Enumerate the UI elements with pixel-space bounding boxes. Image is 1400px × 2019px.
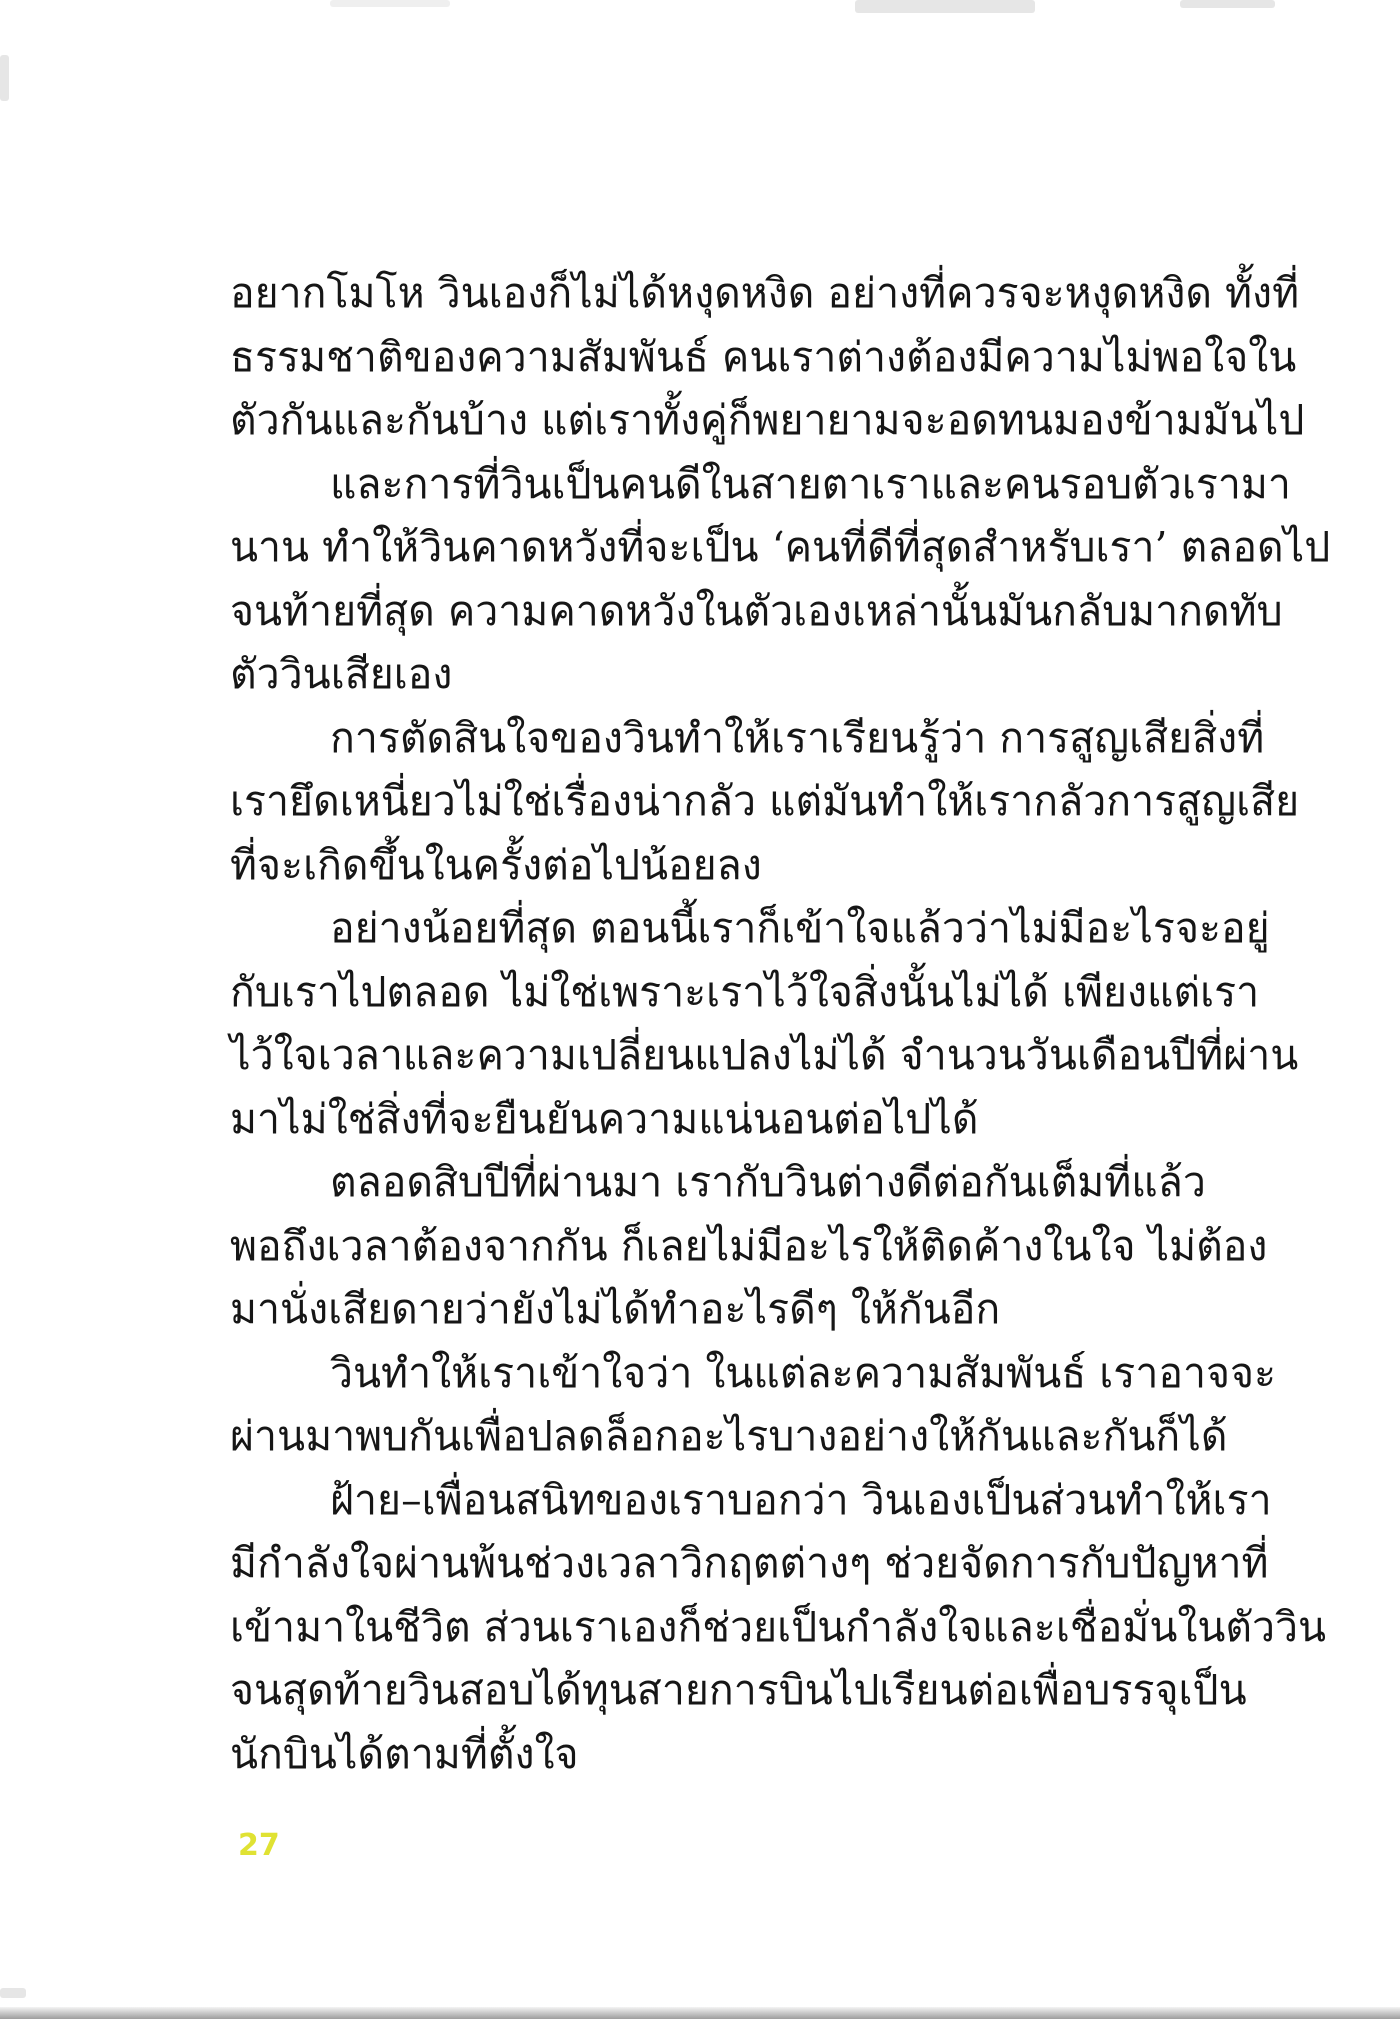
page-number: 27 <box>238 1828 280 1863</box>
text-line: กับเราไปตลอด ไม่ใช่เพราะเราไว้ใจสิ่งนั้นไม่ได้ เพียงแต่เรา <box>230 967 1260 1016</box>
text-line: พอถึงเวลาต้องจากกัน ก็เลยไม่มีอะไรให้ติดค้างในใจ ไม่ต้อง <box>230 1221 1268 1270</box>
text-line: ธรรมชาติของความสัมพันธ์ คนเราต่างต้องมีความไม่พอใจใน <box>230 332 1297 381</box>
scan-edge <box>0 2007 1400 2019</box>
text-line: ตลอดสิบปีที่ผ่านมา เรากับวินต่างดีต่อกันเต็มที่แล้ว <box>330 1158 1206 1206</box>
text-line: ที่จะเกิดขึ้นในครั้งต่อไปน้อยลง <box>230 840 762 889</box>
scan-artifact <box>330 0 450 7</box>
text-line: วินทำให้เราเข้าใจว่า ในแต่ละความสัมพันธ์ เราอาจจะ <box>330 1348 1277 1397</box>
text-line: เข้ามาในชีวิต ส่วนเราเองก็ช่วยเป็นกำลังใจและเชื่อมั่นในตัววิน <box>230 1602 1327 1651</box>
text-line: อย่างน้อยที่สุด ตอนนี้เราก็เข้าใจแล้วว่าไม่มีอะไรจะอยู่ <box>330 904 1270 952</box>
text-line: จนสุดท้ายวินสอบได้ทุนสายการบินไปเรียนต่อเพื่อบรรจุเป็น <box>230 1666 1247 1714</box>
text-line: มาไม่ใช่สิ่งที่จะยืนยันความแน่นอนต่อไปได้ <box>230 1094 979 1143</box>
text-line: ผ่านมาพบกันเพื่อปลดล็อกอะไรบางอย่างให้กันและกันก็ได้ <box>230 1412 1228 1460</box>
text-line: ฝ้าย–เพื่อนสนิทของเราบอกว่า วินเองเป็นส่วนทำให้เรา <box>330 1475 1272 1524</box>
scan-artifact <box>1180 0 1275 8</box>
text-line: นักบินได้ตามที่ตั้งใจ <box>230 1729 579 1778</box>
text-line: มานั่งเสียดายว่ายังไม่ได้ทำอะไรดีๆ ให้กันอีก <box>230 1285 1001 1333</box>
scan-artifact <box>0 55 9 101</box>
text-line: ไว้ใจเวลาและความเปลี่ยนแปลงไม่ได้ จำนวนวันเดือนปีที่ผ่าน <box>230 1031 1299 1079</box>
text-line: อยากโมโห วินเองก็ไม่ได้หงุดหงิด อย่างที่ควรจะหงุดหงิด ทั้งที่ <box>230 269 1300 317</box>
scan-artifact <box>0 1988 26 1998</box>
text-line: ตัววินเสียเอง <box>230 650 453 698</box>
scan-artifact <box>855 0 1035 13</box>
text-line: เรายึดเหนี่ยวไม่ใช่เรื่องน่ากลัว แต่มันทำให้เรากลัวการสูญเสีย <box>230 777 1300 825</box>
text-line: มีกำลังใจผ่านพ้นช่วงเวลาวิกฤตต่างๆ ช่วยจัดการกับปัญหาที่ <box>230 1539 1269 1587</box>
text-line: ตัวกันและกันบ้าง แต่เราทั้งคู่ก็พยายามจะอดทนมองข้ามมันไป <box>230 396 1305 444</box>
body-text <box>230 262 1331 1786</box>
text-line: จนท้ายที่สุด ความคาดหวังในตัวเองเหล่านั้นมันกลับมากดทับ <box>230 586 1283 635</box>
text-line: และการที่วินเป็นคนดีในสายตาเราและคนรอบตัวเรามา <box>330 459 1291 508</box>
text-line: การตัดสินใจของวินทำให้เราเรียนรู้ว่า การสูญเสียสิ่งที่ <box>330 713 1265 762</box>
text-line: นาน ทำให้วินคาดหวังที่จะเป็น ‘คนที่ดีที่สุดสำหรับเรา’ ตลอดไป <box>230 523 1331 571</box>
